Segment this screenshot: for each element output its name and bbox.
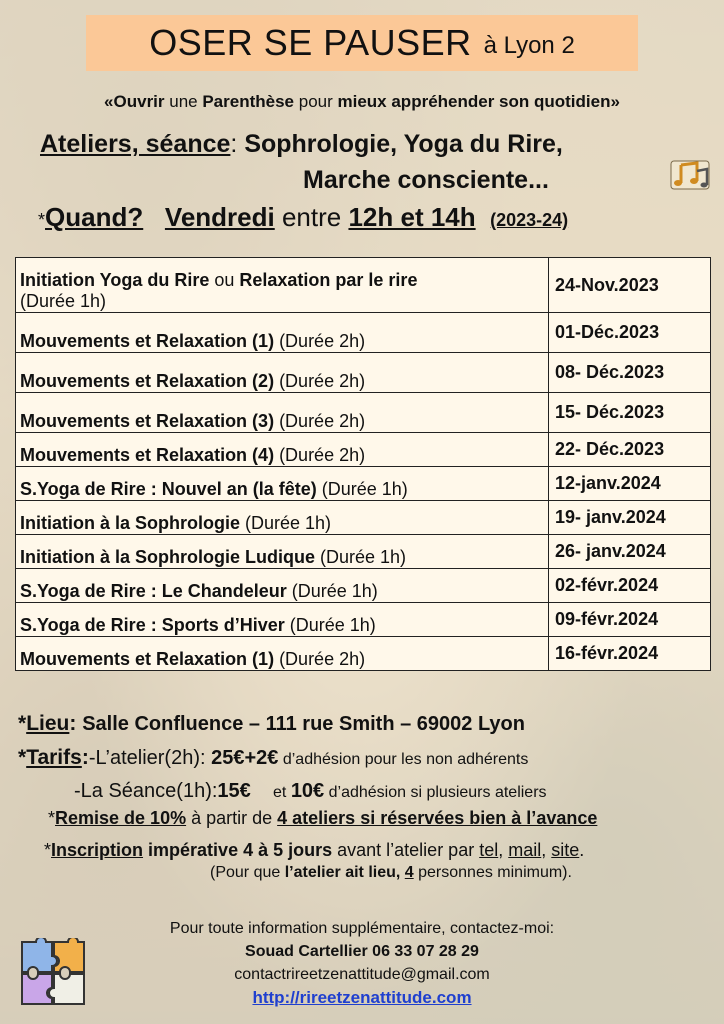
activity-duration: (Durée 2h) [274,411,366,431]
activity-duration: (Durée 1h) [315,547,407,567]
condition-bold: l’atelier ait lieu, [284,864,405,881]
activity-cell [16,393,549,433]
activity-duration: (Durée 2h) [274,331,366,351]
remise-label: Remise de 10% [55,808,187,828]
date-cell: 22- Déc.2023 [549,433,711,467]
table-row [16,501,711,535]
lieu-star: * [18,712,27,735]
tarifs-line-1 [18,746,528,770]
activity-title: Mouvements et Relaxation (2) [20,371,275,391]
activity-title-alt: Relaxation par le rire [239,270,418,290]
activity-connector: ou [209,270,240,290]
remise-star: * [48,808,56,828]
inscription-delay: impérative 4 à 5 jours [143,840,333,860]
tagline-part: Parenthèse [202,92,295,111]
table-row [16,467,711,501]
activity-title: Mouvements et Relaxation (1) [20,649,275,669]
music-notes-icon [667,157,713,193]
activity-title: Initiation Yoga du Rire [20,270,210,290]
date-cell: 02-févr.2024 [549,569,711,603]
activity-duration: (Durée 2h) [274,445,366,465]
lieu-colon: : [69,712,83,735]
inscription-tel: tel [479,840,499,860]
date-cell: 26- janv.2024 [549,535,711,569]
inscription-site: site [551,840,580,860]
tagline-part: mieux appréhender son quotidien» [337,92,620,111]
quand-between: entre [274,202,349,232]
contact-site-wrapper [0,988,724,1008]
quand-label: Quand? [45,202,144,232]
date-cell: 16-févr.2024 [549,637,711,671]
ateliers-line [40,130,563,159]
table-row [16,603,711,637]
activity-cell [16,313,549,353]
remise-mid: à partir de [186,808,278,828]
inscription-sep: , [541,840,552,860]
ateliers-list-1: Sophrologie, Yoga du Rire, [244,130,563,158]
page-subtitle: à Lyon 2 [483,32,575,59]
ateliers-colon: : [230,130,245,158]
tarifs-star: * [18,746,27,769]
contact-site-link[interactable]: http://rireetzenattitude.com [252,988,472,1007]
activity-cell [16,353,549,393]
ateliers-label: Ateliers, séance [40,130,231,158]
tagline-part: pour [294,92,338,111]
activity-cell [16,433,549,467]
inscription-mid: avant l’atelier par [332,840,480,860]
activity-duration: (Durée 1h) [240,513,332,533]
quand-star: * [38,210,46,230]
tagline [0,92,724,112]
table-row [16,313,711,353]
date-cell: 12-janv.2024 [549,467,711,501]
schedule-table [15,257,711,671]
activity-title: Mouvements et Relaxation (3) [20,411,275,431]
inscription-sep: , [498,840,509,860]
activity-title: S.Yoga de Rire : Le Chandeleur [20,581,287,601]
tarifs-adhesion: 10€ [290,780,325,802]
table-row [16,569,711,603]
inscription-line [44,840,584,861]
inscription-label: Inscription [51,840,144,860]
inscription-star: * [44,840,52,860]
tarifs-atelier-price: 25€+2€ [211,747,279,769]
table-row [16,637,711,671]
title-banner [86,15,638,71]
condition-part: personnes minimum). [413,864,572,881]
table-row [16,258,711,313]
contact-email[interactable]: contactrireetzenattitude@gmail.com [234,966,490,983]
contact-intro: Pour toute information supplémentaire, contactez-moi: [169,920,555,937]
activity-cell [16,467,549,501]
date-cell: 09-févr.2024 [549,603,711,637]
activity-duration: (Durée 1h) [316,479,408,499]
activity-cell [16,637,549,671]
activity-duration: (Durée 1h) [286,581,378,601]
table-row [16,353,711,393]
activity-cell [16,535,549,569]
activity-duration: (Durée 2h) [274,371,366,391]
condition-line [210,864,572,882]
quand-day: Vendredi [164,202,275,232]
table-row [16,433,711,467]
tarifs-colon: : [81,746,89,769]
date-cell: 24-Nov.2023 [549,258,711,313]
contact-name-phone: Souad Cartellier 06 33 07 28 29 [245,943,479,960]
lieu-line [18,712,525,736]
activity-title: Mouvements et Relaxation (1) [20,331,275,351]
activity-title: S.Yoga de Rire : Sports d’Hiver [20,615,285,635]
tarifs-seance: -La Séance(1h): [74,780,218,802]
lieu-label: Lieu [26,712,70,735]
activity-duration: (Durée 2h) [274,649,366,669]
activity-duration: (Durée 1h) [284,615,376,635]
tarifs-atelier: -L’atelier(2h): [88,747,212,769]
inscription-end: . [579,840,585,860]
tarifs-label: Tarifs [26,746,82,769]
quand-year: (2023-24) [490,210,569,230]
table-row [16,393,711,433]
activity-cell [16,258,549,313]
page-title: OSER SE PAUSER [149,22,472,63]
puzzle-icon [18,938,88,1008]
ateliers-list-2: Marche consciente... [303,166,549,194]
activity-title: S.Yoga de Rire : Nouvel an (la fête) [20,479,317,499]
quand-time: 12h et 14h [348,202,476,232]
condition-number: 4 [404,864,414,881]
tarifs-adhesion-note: d’adhésion si plusieurs ateliers [324,784,547,801]
table-row [16,535,711,569]
tagline-part: «Ouvrir [104,92,165,111]
tagline-part: une [164,92,203,111]
condition-part: (Pour que [210,864,285,881]
activity-cell [16,603,549,637]
activity-title: Mouvements et Relaxation (4) [20,445,275,465]
tarifs-and: et [250,784,291,801]
activity-duration: (Durée 1h) [20,291,107,311]
tarifs-seance-price: 15€ [217,780,251,802]
date-cell: 08- Déc.2023 [549,353,711,393]
remise-condition: 4 ateliers si réservées bien à l’avance [277,808,598,828]
tarifs-line-2 [74,780,547,803]
date-cell: 01-Déc.2023 [549,313,711,353]
date-cell: 15- Déc.2023 [549,393,711,433]
activity-cell [16,569,549,603]
activity-cell [16,501,549,535]
quand-line [38,202,568,233]
lieu-value: Salle Confluence – 111 rue Smith – 69002 Lyon [82,713,525,735]
activity-title: Initiation à la Sophrologie Ludique [20,547,315,567]
date-cell: 19- janv.2024 [549,501,711,535]
activity-title: Initiation à la Sophrologie [20,513,241,533]
inscription-mail: mail [508,840,542,860]
tarifs-atelier-note: d’adhésion pour les non adhérents [278,751,529,768]
remise-line [48,808,597,829]
